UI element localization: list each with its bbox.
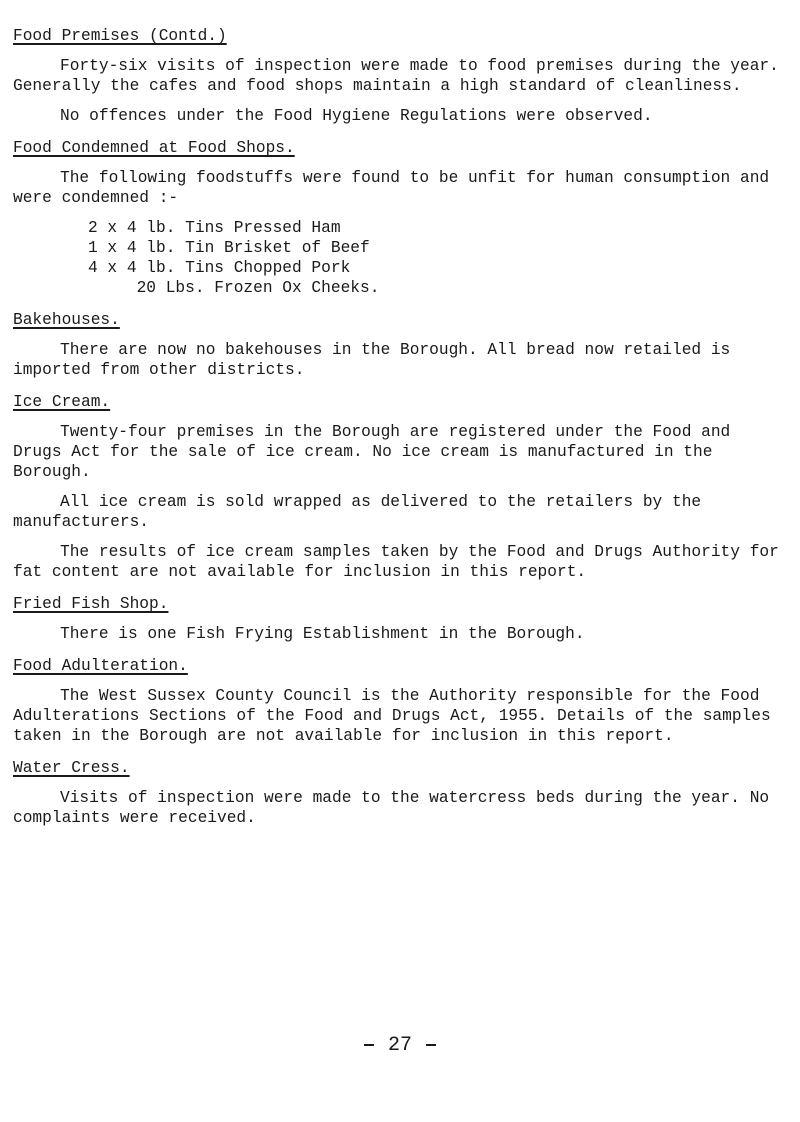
list-item: 4 x 4 lb. Tins Chopped Pork bbox=[88, 259, 351, 277]
section-bakehouses bbox=[13, 310, 788, 380]
ice-cream-heading: Ice Cream. bbox=[13, 393, 111, 411]
bakehouses-heading: Bakehouses. bbox=[13, 311, 120, 329]
ice-cream-paragraph-3: The results of ice cream samples taken by the Food and Drugs Authority for fat content are not available for inclusion in this report. bbox=[13, 543, 789, 581]
ice-cream-paragraph-2: All ice cream is sold wrapped as delivered to the retailers by the manufacturers. bbox=[13, 493, 711, 531]
section-food-condemned bbox=[13, 138, 788, 298]
section-food-premises bbox=[13, 26, 788, 126]
food-adulteration-paragraph: The West Sussex County Council is the Authority responsible for the Food Adulterations Sections of the Food and Drugs Act, 1955. Details of the samples taken in the Borough are not available for inclusion in this report. bbox=[13, 687, 781, 745]
fried-fish-paragraph: There is one Fish Frying Establishment in the Borough. bbox=[60, 625, 585, 643]
water-cress-paragraph: Visits of inspection were made to the watercress beds during the year. No complaints were received. bbox=[13, 789, 779, 827]
document-page bbox=[13, 26, 788, 828]
list-item: 20 Lbs. Frozen Ox Cheeks. bbox=[88, 279, 380, 297]
section-food-adulteration bbox=[13, 656, 788, 746]
section-fried-fish bbox=[13, 594, 788, 644]
page-number: 27 bbox=[387, 1034, 412, 1057]
food-adulteration-heading: Food Adulteration. bbox=[13, 657, 188, 675]
dash-right-icon bbox=[426, 1044, 436, 1046]
food-premises-paragraph-2: No offences under the Food Hygiene Regulations were observed. bbox=[60, 107, 653, 125]
food-premises-paragraph-1: Forty-six visits of inspection were made to food premises during the year. Generally the cafes and food shops maintain a high standard of cleanliness. bbox=[13, 57, 789, 95]
condemned-items-list bbox=[88, 218, 788, 298]
water-cress-heading: Water Cress. bbox=[13, 759, 130, 777]
bakehouses-paragraph: There are now no bakehouses in the Borough. All bread now retailed is imported from other districts. bbox=[13, 341, 740, 379]
ice-cream-paragraph-1: Twenty-four premises in the Borough are registered under the Food and Drugs Act for the sale of ice cream. No ice cream is manufactured in the Borough. bbox=[13, 423, 740, 481]
fried-fish-heading: Fried Fish Shop. bbox=[13, 595, 169, 613]
dash-left-icon bbox=[364, 1044, 374, 1046]
section-ice-cream bbox=[13, 392, 788, 582]
list-item: 2 x 4 lb. Tins Pressed Ham bbox=[88, 219, 341, 237]
food-condemned-heading: Food Condemned at Food Shops. bbox=[13, 139, 295, 157]
list-item: 1 x 4 lb. Tin Brisket of Beef bbox=[88, 239, 370, 257]
section-water-cress bbox=[13, 758, 788, 828]
page-number-footer bbox=[0, 1036, 800, 1056]
food-premises-heading: Food Premises (Contd.) bbox=[13, 27, 227, 45]
food-condemned-intro: The following foodstuffs were found to be unfit for human consumption and were condemned :- bbox=[13, 169, 779, 207]
